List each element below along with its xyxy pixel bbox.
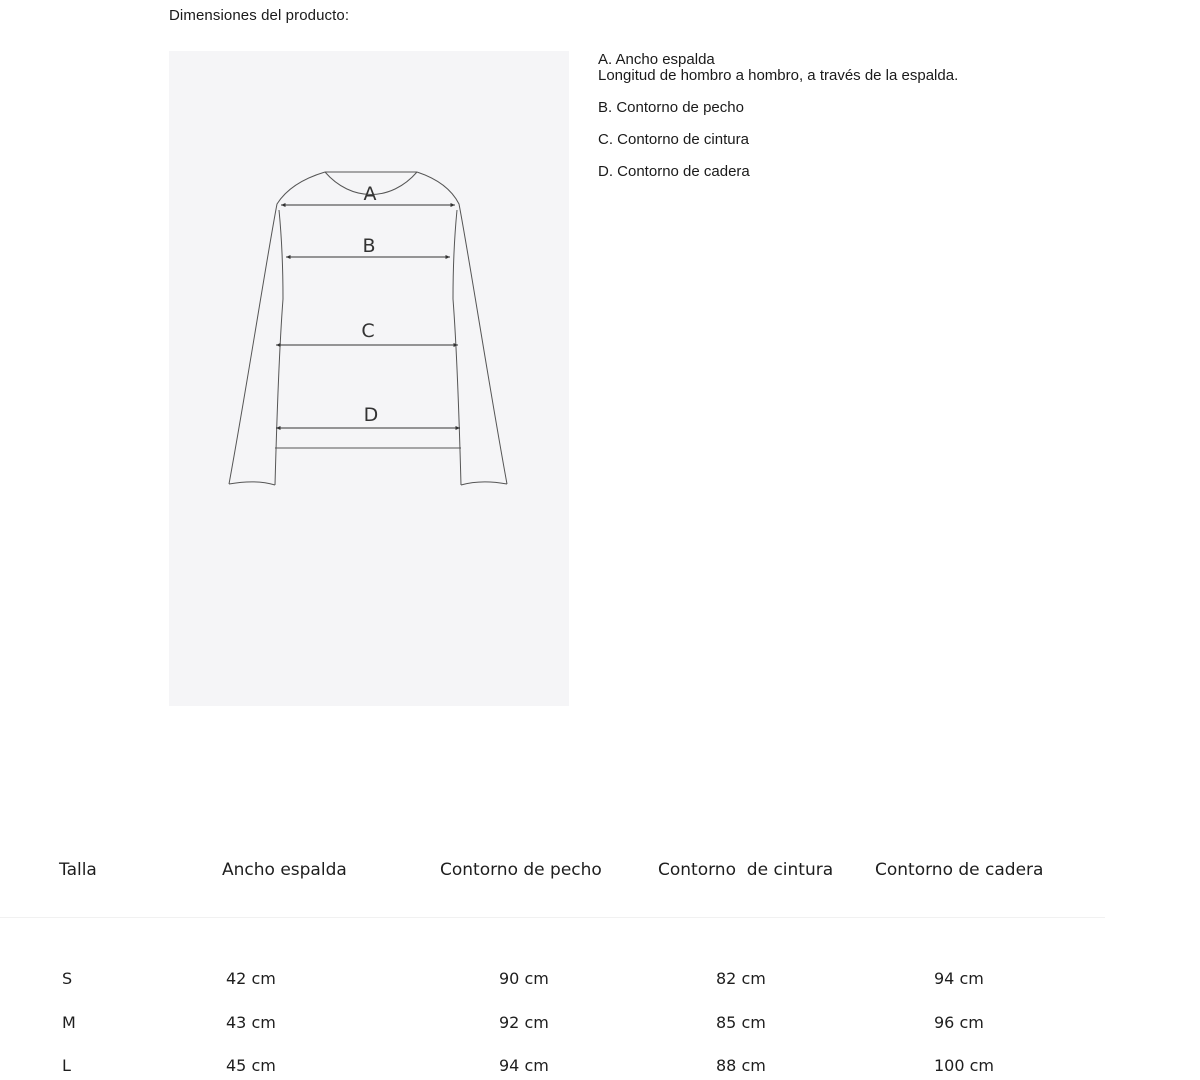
table-cell: 85 cm <box>716 1013 766 1032</box>
table-header-ancho-espalda: Ancho espalda <box>222 860 347 880</box>
garment-diagram <box>169 51 569 706</box>
measurement-legend <box>598 52 958 196</box>
table-cell: 45 cm <box>226 1056 276 1075</box>
legend-item-title: B. Contorno de pecho <box>598 99 744 116</box>
legend-item-d <box>598 164 958 180</box>
table-cell: 90 cm <box>499 969 549 988</box>
label-c: C <box>361 320 375 342</box>
legend-item-description: Longitud de hombro a hombro, a través de la espalda. <box>598 67 959 84</box>
legend-item-a <box>598 52 958 84</box>
label-a: A <box>363 183 377 205</box>
table-cell: 92 cm <box>499 1013 549 1032</box>
table-header-talla: Talla <box>59 860 97 880</box>
table-cell: L <box>62 1056 71 1075</box>
size-table <box>0 848 1105 1080</box>
legend-item-title: D. Contorno de cadera <box>598 163 750 180</box>
legend-item-title: C. Contorno de cintura <box>598 131 749 148</box>
table-cell: M <box>62 1013 76 1032</box>
table-cell: 100 cm <box>934 1056 995 1075</box>
table-cell: 96 cm <box>934 1013 984 1032</box>
table-header-contorno-cintura: Contorno de cintura <box>658 860 834 880</box>
table-cell: 82 cm <box>716 969 766 988</box>
legend-item-title: A. Ancho espalda <box>598 51 715 68</box>
legend-item-c <box>598 132 958 148</box>
table-header-contorno-pecho: Contorno de pecho <box>440 860 602 880</box>
table-cell: S <box>62 969 73 988</box>
label-b: B <box>362 235 376 257</box>
page-title: Dimensiones del producto: <box>169 7 350 24</box>
sweater-outline-illustration <box>169 51 569 706</box>
table-cell: 43 cm <box>226 1013 276 1032</box>
label-d: D <box>363 404 379 426</box>
legend-item-b <box>598 100 958 116</box>
table-cell: 94 cm <box>934 969 984 988</box>
table-cell: 94 cm <box>499 1056 549 1075</box>
table-cell: 42 cm <box>226 969 276 988</box>
header-divider <box>0 917 1105 918</box>
table-cell: 88 cm <box>716 1056 766 1075</box>
table-header-contorno-cadera: Contorno de cadera <box>875 860 1044 880</box>
